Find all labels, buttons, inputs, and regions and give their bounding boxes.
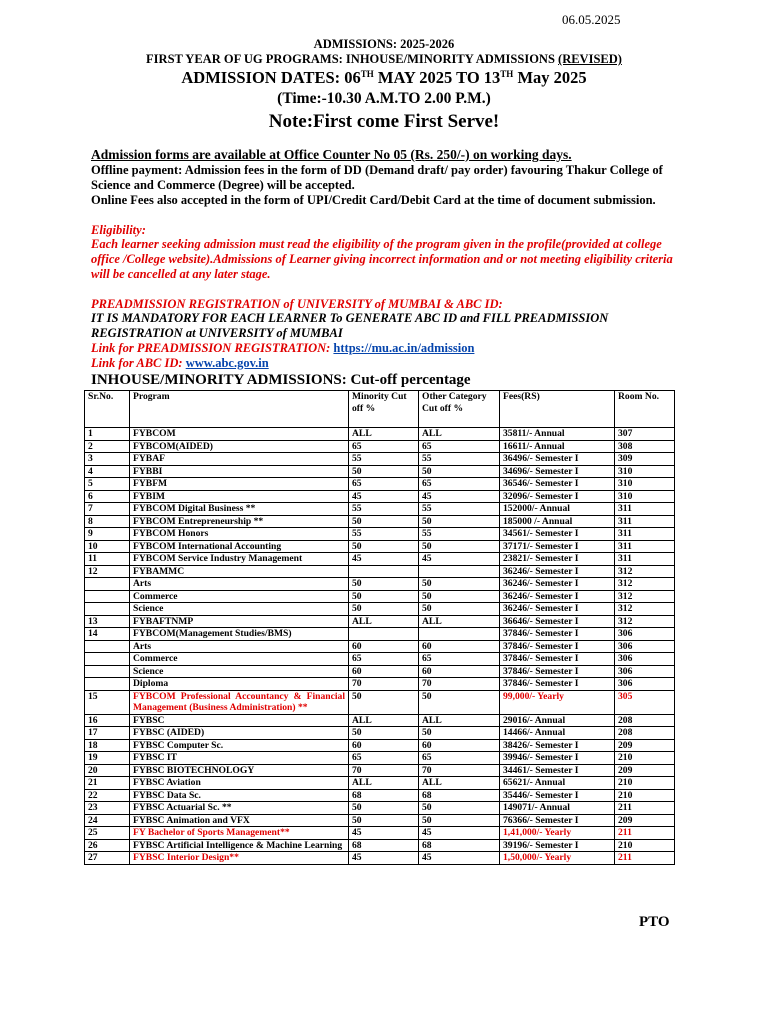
dates-text-2: MAY 2025 TO 13 bbox=[373, 68, 501, 87]
minority-cutoff-cell: 50 bbox=[349, 515, 419, 528]
fees-cell: 37846/- Semester I bbox=[500, 665, 615, 678]
forms-availability: Admission forms are available at Office Counter No 05 (Rs. 250/-) on working days. bbox=[91, 147, 572, 162]
table-row bbox=[85, 852, 675, 865]
sr-no-cell: 12 bbox=[85, 565, 130, 578]
table-row bbox=[85, 578, 675, 591]
fees-cell: 36246/- Semester I bbox=[500, 565, 615, 578]
minority-cutoff-cell: 65 bbox=[349, 478, 419, 491]
table-body bbox=[85, 428, 675, 865]
table-row bbox=[85, 603, 675, 616]
online-fees-text: Online Fees also accepted in the form of UPI/Credit Card/Debit Card at the time of document submission. bbox=[91, 193, 656, 207]
fees-cell: 35446/- Semester I bbox=[500, 789, 615, 802]
table-row bbox=[85, 653, 675, 666]
room-no-cell: 311 bbox=[615, 515, 675, 528]
room-no-cell: 209 bbox=[615, 764, 675, 777]
room-no-cell: 309 bbox=[615, 453, 675, 466]
sr-no-cell: 8 bbox=[85, 515, 130, 528]
table-row bbox=[85, 789, 675, 802]
minority-cutoff-cell bbox=[349, 565, 419, 578]
sr-no-cell bbox=[85, 665, 130, 678]
table-row bbox=[85, 752, 675, 765]
room-no-cell: 312 bbox=[615, 578, 675, 591]
table-row bbox=[85, 839, 675, 852]
room-no-cell: 307 bbox=[615, 428, 675, 441]
programs-heading bbox=[0, 52, 768, 67]
fees-cell: 65621/- Annual bbox=[500, 777, 615, 790]
room-no-cell: 208 bbox=[615, 727, 675, 740]
program-cell: FYBSC Artificial Intelligence & Machine Learning bbox=[130, 839, 349, 852]
admissions-year-heading: ADMISSIONS: 2025-2026 bbox=[313, 37, 455, 51]
other-cutoff-cell: 68 bbox=[419, 839, 500, 852]
table-row bbox=[85, 764, 675, 777]
sr-no-cell: 16 bbox=[85, 714, 130, 727]
preadmission-link-label: Link for PREADMISSION REGISTRATION: bbox=[91, 341, 334, 355]
minority-cutoff-cell: 50 bbox=[349, 802, 419, 815]
program-cell: Arts bbox=[130, 640, 349, 653]
abc-id-link-line bbox=[91, 356, 681, 371]
programs-heading-text: FIRST YEAR OF UG PROGRAMS: INHOUSE/MINORITY ADMISSIONS bbox=[146, 52, 555, 66]
minority-cutoff-cell: 60 bbox=[349, 665, 419, 678]
fees-cell: 152000/- Annual bbox=[500, 503, 615, 516]
fees-cell: 38426/- Semester I bbox=[500, 739, 615, 752]
revised-label: (REVISED) bbox=[558, 52, 622, 66]
fees-cell: 35811/- Annual bbox=[500, 428, 615, 441]
room-no-cell: 310 bbox=[615, 490, 675, 503]
minority-cutoff-cell: 68 bbox=[349, 839, 419, 852]
sr-no-cell: 6 bbox=[85, 490, 130, 503]
table-row bbox=[85, 802, 675, 815]
program-cell: FYBSC Actuarial Sc. ** bbox=[130, 802, 349, 815]
minority-cutoff-cell: 50 bbox=[349, 727, 419, 740]
admission-time: (Time:-10.30 A.M.TO 2.00 P.M.) bbox=[277, 90, 491, 107]
preadmission-title: PREADMISSION REGISTRATION of UNIVERSITY of MUMBAI & ABC ID: bbox=[91, 297, 503, 311]
other-cutoff-cell: 50 bbox=[419, 590, 500, 603]
other-cutoff-cell: 50 bbox=[419, 540, 500, 553]
cutoff-heading: INHOUSE/MINORITY ADMISSIONS: Cut-off percentage bbox=[91, 372, 471, 388]
dates-text-3: May 2025 bbox=[513, 68, 587, 87]
program-cell: FYBCOM(AIDED) bbox=[130, 440, 349, 453]
program-cell: Diploma bbox=[130, 678, 349, 691]
other-cutoff-cell: 68 bbox=[419, 789, 500, 802]
program-cell: FYBSC (AIDED) bbox=[130, 727, 349, 740]
table-row bbox=[85, 590, 675, 603]
minority-cutoff-cell: 45 bbox=[349, 852, 419, 865]
sr-no-cell: 10 bbox=[85, 540, 130, 553]
minority-cutoff-cell: 68 bbox=[349, 789, 419, 802]
minority-cutoff-cell: 45 bbox=[349, 490, 419, 503]
fees-cell: 36496/- Semester I bbox=[500, 453, 615, 466]
header-sr-no: Sr.No. bbox=[85, 391, 130, 428]
minority-cutoff-cell: 50 bbox=[349, 540, 419, 553]
admission-dates-heading bbox=[0, 68, 768, 88]
minority-cutoff-cell: 70 bbox=[349, 678, 419, 691]
room-no-cell: 210 bbox=[615, 752, 675, 765]
sr-no-cell: 1 bbox=[85, 428, 130, 441]
program-cell: FYBAFTNMP bbox=[130, 615, 349, 628]
sr-no-cell: 11 bbox=[85, 553, 130, 566]
minority-cutoff-cell: 65 bbox=[349, 752, 419, 765]
program-cell: FYBSC Aviation bbox=[130, 777, 349, 790]
mandatory-notice: IT IS MANDATORY FOR EACH LEARNER To GENERATE ABC ID and FILL PREADMISSION REGISTRATION at UNIVERSITY of MUMBAI bbox=[91, 311, 609, 340]
header-program: Program bbox=[130, 391, 349, 428]
minority-cutoff-cell bbox=[349, 628, 419, 641]
room-no-cell: 312 bbox=[615, 565, 675, 578]
room-no-cell: 306 bbox=[615, 678, 675, 691]
room-no-cell: 306 bbox=[615, 665, 675, 678]
sr-no-cell: 5 bbox=[85, 478, 130, 491]
program-cell: Arts bbox=[130, 578, 349, 591]
other-cutoff-cell: 50 bbox=[419, 465, 500, 478]
fees-cell: 149071/- Annual bbox=[500, 802, 615, 815]
room-no-cell: 211 bbox=[615, 827, 675, 840]
minority-cutoff-cell: 60 bbox=[349, 640, 419, 653]
other-cutoff-cell: 65 bbox=[419, 653, 500, 666]
dates-sup-2: TH bbox=[500, 69, 514, 79]
sr-no-cell bbox=[85, 653, 130, 666]
program-cell: FYBFM bbox=[130, 478, 349, 491]
table-row bbox=[85, 553, 675, 566]
table-row bbox=[85, 478, 675, 491]
fees-cell: 37171/- Semester I bbox=[500, 540, 615, 553]
room-no-cell: 311 bbox=[615, 553, 675, 566]
table-header-row bbox=[85, 391, 675, 428]
table-row bbox=[85, 714, 675, 727]
program-cell: FYBSC IT bbox=[130, 752, 349, 765]
program-cell: FYBCOM Honors bbox=[130, 528, 349, 541]
other-cutoff-cell: 50 bbox=[419, 603, 500, 616]
eligibility-text: Each learner seeking admission must read the eligibility of the program given in the profile(provided at college office /College website).Admissions of Learner giving incorrect information and or not meeting eligibility criteria will be cancelled at any later stage. bbox=[91, 237, 673, 281]
other-cutoff-cell: 50 bbox=[419, 578, 500, 591]
other-cutoff-cell: 70 bbox=[419, 678, 500, 691]
program-cell: FYBAF bbox=[130, 453, 349, 466]
program-cell: FYBCOM Digital Business ** bbox=[130, 503, 349, 516]
table-row bbox=[85, 727, 675, 740]
sr-no-cell bbox=[85, 678, 130, 691]
table-row bbox=[85, 503, 675, 516]
fees-cell: 76366/- Semester I bbox=[500, 814, 615, 827]
room-no-cell: 209 bbox=[615, 739, 675, 752]
other-cutoff-cell bbox=[419, 565, 500, 578]
fees-cell: 34561/- Semester I bbox=[500, 528, 615, 541]
program-cell: FYBSC Data Sc. bbox=[130, 789, 349, 802]
abc-id-link[interactable]: www.abc.gov.in bbox=[185, 356, 269, 370]
room-no-cell: 210 bbox=[615, 777, 675, 790]
room-no-cell: 209 bbox=[615, 814, 675, 827]
fees-cell: 14466/- Annual bbox=[500, 727, 615, 740]
program-cell: FYBBI bbox=[130, 465, 349, 478]
dates-sup-1: TH bbox=[360, 69, 374, 79]
sr-no-cell: 19 bbox=[85, 752, 130, 765]
table-row bbox=[85, 615, 675, 628]
dates-text-1: ADMISSION DATES: 06 bbox=[181, 68, 361, 87]
fees-cell: 185000 /- Annual bbox=[500, 515, 615, 528]
program-cell: Science bbox=[130, 603, 349, 616]
minority-cutoff-cell: 60 bbox=[349, 739, 419, 752]
table-row bbox=[85, 628, 675, 641]
program-cell: Commerce bbox=[130, 653, 349, 666]
program-cell: FYBAMMC bbox=[130, 565, 349, 578]
program-cell: Commerce bbox=[130, 590, 349, 603]
preadmission-link[interactable]: https://mu.ac.in/admission bbox=[333, 341, 475, 355]
minority-cutoff-cell: 55 bbox=[349, 528, 419, 541]
fees-cell: 29016/- Annual bbox=[500, 714, 615, 727]
program-cell: FYBIM bbox=[130, 490, 349, 503]
sr-no-cell: 4 bbox=[85, 465, 130, 478]
minority-cutoff-cell: 50 bbox=[349, 690, 419, 714]
other-cutoff-cell: 45 bbox=[419, 490, 500, 503]
fees-cell: 16611/- Annual bbox=[500, 440, 615, 453]
preadmission-link-line bbox=[91, 341, 681, 356]
room-no-cell: 306 bbox=[615, 640, 675, 653]
program-cell: FYBSC Animation and VFX bbox=[130, 814, 349, 827]
sr-no-cell: 9 bbox=[85, 528, 130, 541]
minority-cutoff-cell: ALL bbox=[349, 428, 419, 441]
fees-cell: 23821/- Semester I bbox=[500, 553, 615, 566]
room-no-cell: 211 bbox=[615, 802, 675, 815]
minority-cutoff-cell: ALL bbox=[349, 615, 419, 628]
other-cutoff-cell: ALL bbox=[419, 428, 500, 441]
table-row bbox=[85, 490, 675, 503]
minority-cutoff-cell: 50 bbox=[349, 814, 419, 827]
pto-label: PTO bbox=[639, 914, 670, 930]
other-cutoff-cell: 60 bbox=[419, 739, 500, 752]
minority-cutoff-cell: 70 bbox=[349, 764, 419, 777]
sr-no-cell: 21 bbox=[85, 777, 130, 790]
table-row bbox=[85, 453, 675, 466]
offline-payment-text: Offline payment: Admission fees in the form of DD (Demand draft/ pay order) favouring Thakur College of Science and Commerce (Degree) will be accepted. bbox=[91, 163, 663, 192]
abc-id-link-label: Link for ABC ID: bbox=[91, 356, 186, 370]
minority-cutoff-cell: 55 bbox=[349, 503, 419, 516]
other-cutoff-cell: ALL bbox=[419, 615, 500, 628]
cutoff-table bbox=[84, 390, 675, 865]
table-row bbox=[85, 690, 675, 714]
room-no-cell: 310 bbox=[615, 465, 675, 478]
other-cutoff-cell: 65 bbox=[419, 440, 500, 453]
fees-cell: 34696/- Semester I bbox=[500, 465, 615, 478]
table-row bbox=[85, 440, 675, 453]
room-no-cell: 311 bbox=[615, 503, 675, 516]
minority-cutoff-cell: 50 bbox=[349, 465, 419, 478]
other-cutoff-cell: 50 bbox=[419, 814, 500, 827]
fees-cell: 37846/- Semester I bbox=[500, 653, 615, 666]
table-row bbox=[85, 665, 675, 678]
header-other-cutoff: Other Category Cut off % bbox=[419, 391, 500, 428]
table-row bbox=[85, 640, 675, 653]
fees-cell: 36546/- Semester I bbox=[500, 478, 615, 491]
table-row bbox=[85, 540, 675, 553]
other-cutoff-cell: 50 bbox=[419, 690, 500, 714]
header-fees: Fees(RS) bbox=[500, 391, 615, 428]
eligibility-title: Eligibility: bbox=[91, 223, 146, 237]
room-no-cell: 312 bbox=[615, 615, 675, 628]
header-room-no: Room No. bbox=[615, 391, 675, 428]
sr-no-cell: 20 bbox=[85, 764, 130, 777]
program-cell: FY Bachelor of Sports Management** bbox=[130, 827, 349, 840]
other-cutoff-cell: 65 bbox=[419, 752, 500, 765]
other-cutoff-cell: 45 bbox=[419, 852, 500, 865]
sr-no-cell bbox=[85, 578, 130, 591]
program-cell: FYBCOM Professional Accountancy & Financial Management (Business Administration) ** bbox=[130, 690, 349, 714]
room-no-cell: 311 bbox=[615, 540, 675, 553]
program-cell: FYBCOM Service Industry Management bbox=[130, 553, 349, 566]
program-cell: FYBCOM bbox=[130, 428, 349, 441]
table-row bbox=[85, 827, 675, 840]
fees-cell: 34461/- Semester I bbox=[500, 764, 615, 777]
minority-cutoff-cell: 50 bbox=[349, 578, 419, 591]
table-row bbox=[85, 528, 675, 541]
other-cutoff-cell: 50 bbox=[419, 727, 500, 740]
other-cutoff-cell: 45 bbox=[419, 827, 500, 840]
sr-no-cell bbox=[85, 590, 130, 603]
header-minority-cutoff: Minority Cut off % bbox=[349, 391, 419, 428]
minority-cutoff-cell: ALL bbox=[349, 777, 419, 790]
sr-no-cell: 18 bbox=[85, 739, 130, 752]
sr-no-cell: 24 bbox=[85, 814, 130, 827]
sr-no-cell: 27 bbox=[85, 852, 130, 865]
room-no-cell: 208 bbox=[615, 714, 675, 727]
sr-no-cell: 26 bbox=[85, 839, 130, 852]
other-cutoff-cell: 60 bbox=[419, 640, 500, 653]
table-row bbox=[85, 515, 675, 528]
minority-cutoff-cell: 50 bbox=[349, 590, 419, 603]
fees-cell: 39946/- Semester I bbox=[500, 752, 615, 765]
other-cutoff-cell: 55 bbox=[419, 503, 500, 516]
note-heading: Note:First come First Serve! bbox=[268, 111, 500, 132]
minority-cutoff-cell: ALL bbox=[349, 714, 419, 727]
room-no-cell: 310 bbox=[615, 478, 675, 491]
fees-cell: 1,41,000/- Yearly bbox=[500, 827, 615, 840]
room-no-cell: 312 bbox=[615, 590, 675, 603]
minority-cutoff-cell: 45 bbox=[349, 827, 419, 840]
sr-no-cell: 17 bbox=[85, 727, 130, 740]
other-cutoff-cell: 60 bbox=[419, 665, 500, 678]
sr-no-cell: 14 bbox=[85, 628, 130, 641]
program-cell: FYBSC Interior Design** bbox=[130, 852, 349, 865]
room-no-cell: 305 bbox=[615, 690, 675, 714]
minority-cutoff-cell: 65 bbox=[349, 440, 419, 453]
program-cell: FYBSC Computer Sc. bbox=[130, 739, 349, 752]
other-cutoff-cell bbox=[419, 628, 500, 641]
other-cutoff-cell: ALL bbox=[419, 714, 500, 727]
sr-no-cell: 7 bbox=[85, 503, 130, 516]
room-no-cell: 312 bbox=[615, 603, 675, 616]
program-cell: FYBSC BIOTECHNOLOGY bbox=[130, 764, 349, 777]
room-no-cell: 211 bbox=[615, 852, 675, 865]
table-row bbox=[85, 678, 675, 691]
fees-cell: 37846/- Semester I bbox=[500, 640, 615, 653]
sr-no-cell bbox=[85, 640, 130, 653]
room-no-cell: 311 bbox=[615, 528, 675, 541]
table-row bbox=[85, 777, 675, 790]
other-cutoff-cell: ALL bbox=[419, 777, 500, 790]
sr-no-cell: 2 bbox=[85, 440, 130, 453]
program-cell: FYBCOM(Management Studies/BMS) bbox=[130, 628, 349, 641]
table-row bbox=[85, 814, 675, 827]
sr-no-cell: 3 bbox=[85, 453, 130, 466]
document-date: 06.05.2025 bbox=[562, 12, 621, 27]
other-cutoff-cell: 55 bbox=[419, 528, 500, 541]
program-cell: Science bbox=[130, 665, 349, 678]
table-row bbox=[85, 428, 675, 441]
other-cutoff-cell: 50 bbox=[419, 802, 500, 815]
fees-cell: 32096/- Semester I bbox=[500, 490, 615, 503]
table-row bbox=[85, 465, 675, 478]
sr-no-cell: 23 bbox=[85, 802, 130, 815]
minority-cutoff-cell: 50 bbox=[349, 603, 419, 616]
program-cell: FYBCOM Entrepreneurship ** bbox=[130, 515, 349, 528]
fees-cell: 36246/- Semester I bbox=[500, 578, 615, 591]
other-cutoff-cell: 50 bbox=[419, 515, 500, 528]
program-cell: FYBCOM International Accounting bbox=[130, 540, 349, 553]
sr-no-cell: 25 bbox=[85, 827, 130, 840]
room-no-cell: 306 bbox=[615, 628, 675, 641]
room-no-cell: 306 bbox=[615, 653, 675, 666]
sr-no-cell: 13 bbox=[85, 615, 130, 628]
other-cutoff-cell: 70 bbox=[419, 764, 500, 777]
sr-no-cell: 15 bbox=[85, 690, 130, 714]
fees-cell: 37846/- Semester I bbox=[500, 628, 615, 641]
room-no-cell: 308 bbox=[615, 440, 675, 453]
fees-cell: 99,000/- Yearly bbox=[500, 690, 615, 714]
other-cutoff-cell: 45 bbox=[419, 553, 500, 566]
other-cutoff-cell: 65 bbox=[419, 478, 500, 491]
room-no-cell: 210 bbox=[615, 789, 675, 802]
fees-cell: 39196/- Semester I bbox=[500, 839, 615, 852]
minority-cutoff-cell: 55 bbox=[349, 453, 419, 466]
fees-cell: 37846/- Semester I bbox=[500, 678, 615, 691]
fees-cell: 36246/- Semester I bbox=[500, 590, 615, 603]
table-row bbox=[85, 739, 675, 752]
program-cell: FYBSC bbox=[130, 714, 349, 727]
fees-cell: 1,50,000/- Yearly bbox=[500, 852, 615, 865]
fees-cell: 36246/- Semester I bbox=[500, 603, 615, 616]
other-cutoff-cell: 55 bbox=[419, 453, 500, 466]
sr-no-cell bbox=[85, 603, 130, 616]
room-no-cell: 210 bbox=[615, 839, 675, 852]
table-row bbox=[85, 565, 675, 578]
fees-cell: 36646/- Semester I bbox=[500, 615, 615, 628]
minority-cutoff-cell: 65 bbox=[349, 653, 419, 666]
sr-no-cell: 22 bbox=[85, 789, 130, 802]
minority-cutoff-cell: 45 bbox=[349, 553, 419, 566]
